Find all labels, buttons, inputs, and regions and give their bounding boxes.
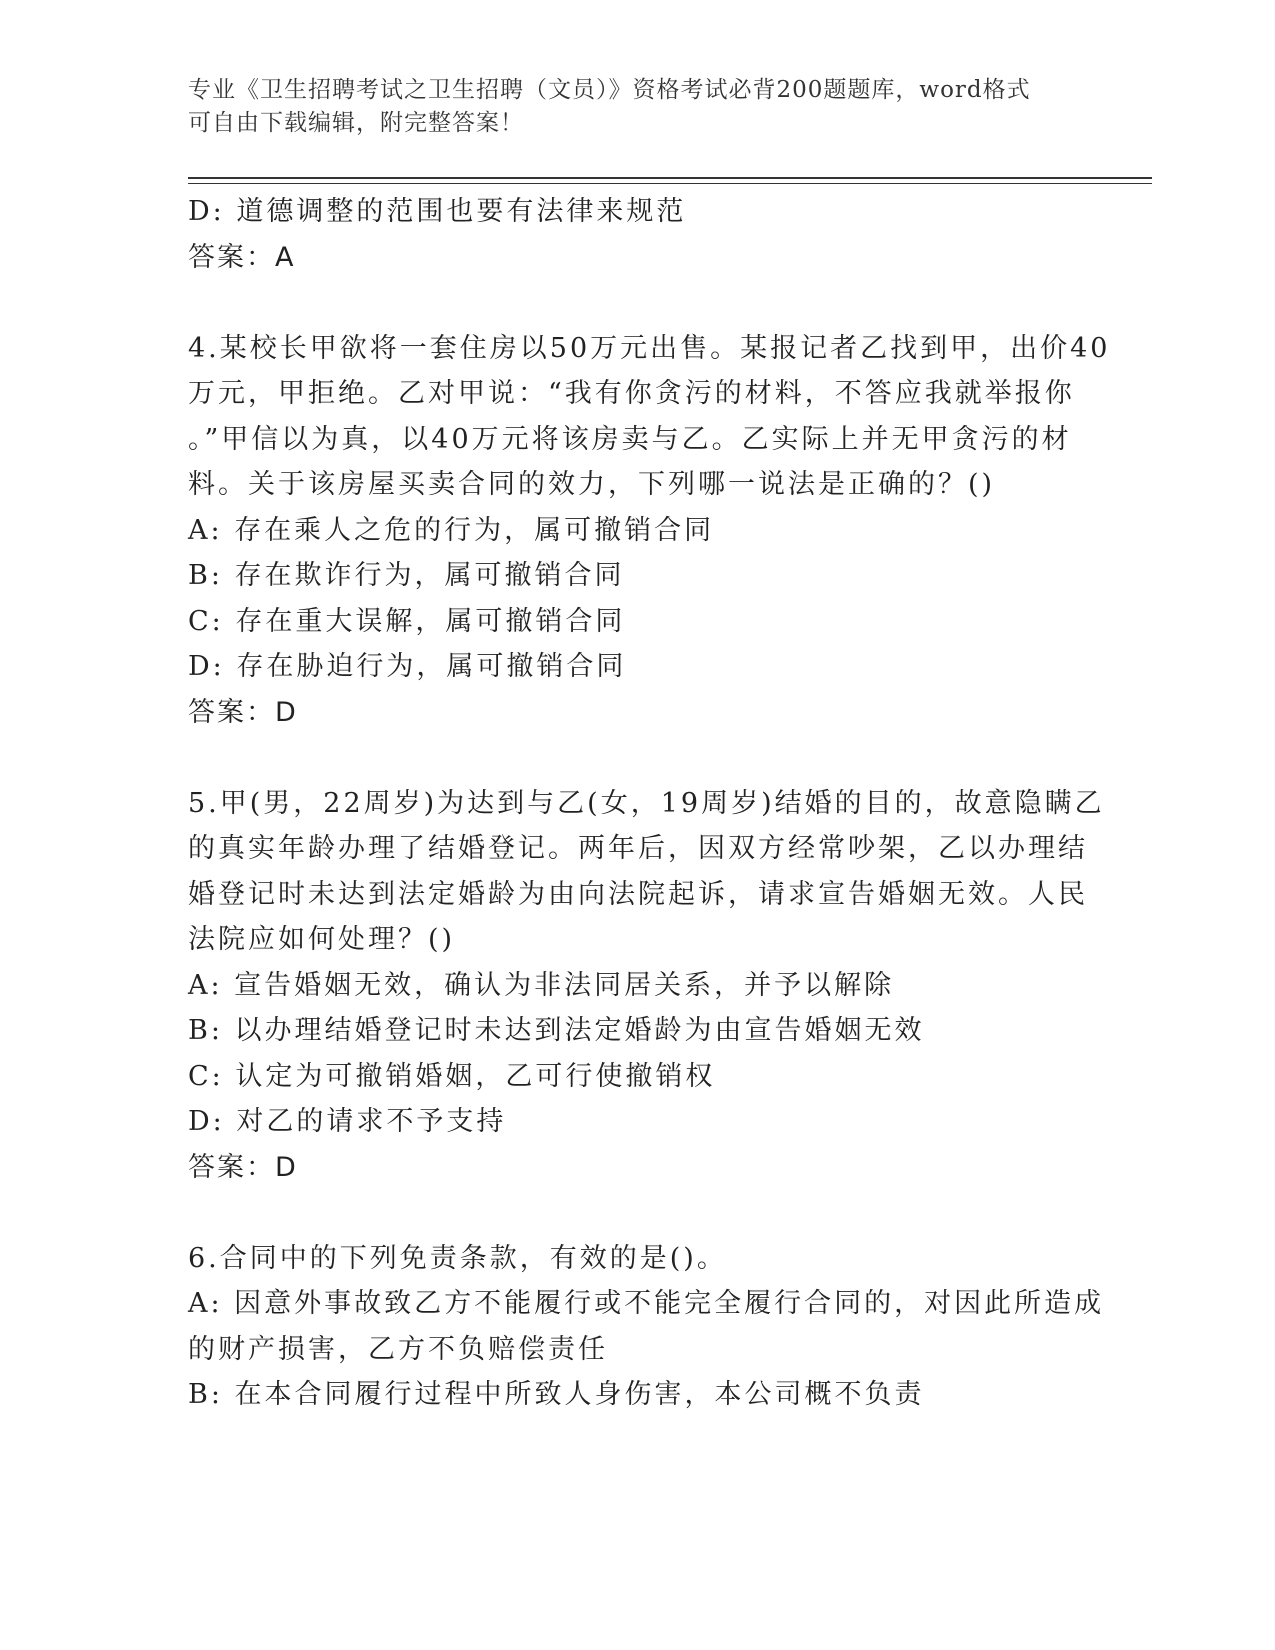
answer-line: 答案：D [188,1151,298,1183]
option-a: A: 存在乘人之危的行为，属可撤销合同 [188,514,715,546]
option-c: C: 认定为可撤销婚姻，乙可行使撤销权 [188,1060,716,1092]
option-d: D: 道德调整的范围也要有法律来规范 [188,196,687,227]
spacer [188,1190,1108,1236]
document-body [188,189,1111,1418]
option-d: D: 对乙的请求不予支持 [188,1106,507,1137]
question-6 [188,1236,1108,1418]
question-stem-line: 的真实年龄办理了结婚登记。两年后，因双方经常吵架，乙以办理结 [188,833,1088,864]
option-a: A: 因意外事故致乙方不能履行或不能完全履行合同的，对因此所造成 [188,1288,1105,1319]
header-line-1: 专业《卫生招聘考试之卫生招聘（文员）》资格考试必背200题题库，word格式 [188,77,1031,103]
option-a-continued: 的财产损害，乙方不负赔偿责任 [188,1333,608,1365]
document-header [188,74,1088,140]
header-rule-thick [188,177,1152,179]
spacer [188,280,1108,326]
answer-line: 答案：A [188,241,296,273]
question-3-tail [188,189,1108,280]
answer-line: 答案：D [188,696,298,728]
question-stem-line: 法院应如何处理？() [188,924,456,955]
option-b: B: 在本合同履行过程中所致人身伤害，本公司概不负责 [188,1379,925,1410]
option-c: C: 存在重大误解，属可撤销合同 [188,605,626,637]
question-stem-line: 6.合同中的下列免责条款，有效的是()。 [188,1242,727,1274]
question-stem-line: 5.甲(男，22周岁)为达到与乙(女，19周岁)结婚的目的，故意隐瞒乙 [188,787,1105,819]
header-line-2: 可自由下载编辑，附完整答案！ [188,110,524,136]
question-stem-line: 。”甲信以为真，以40万元将该房卖与乙。乙实际上并无甲贪污的材 [188,423,1072,455]
question-stem-line: 料。关于该房屋买卖合同的效力，下列哪一说法是正确的？() [188,469,996,500]
question-stem-line: 婚登记时未达到法定婚龄为由向法院起诉，请求宣告婚姻无效。人民 [188,878,1088,910]
question-stem-line: 4.某校长甲欲将一套住房以50万元出售。某报记者乙找到甲，出价40 [188,332,1111,364]
option-b: B: 以办理结婚登记时未达到法定婚龄为由宣告婚姻无效 [188,1015,925,1046]
header-rule-thin [188,183,1152,184]
option-b: B: 存在欺诈行为，属可撤销合同 [188,560,625,591]
option-d: D: 存在胁迫行为，属可撤销合同 [188,651,627,682]
spacer [188,735,1108,781]
option-a: A: 宣告婚姻无效，确认为非法同居关系，并予以解除 [188,969,895,1001]
question-5 [188,781,1108,1191]
question-4 [188,326,1111,736]
question-stem-line: 万元，甲拒绝。乙对甲说：“我有你贪污的材料，不答应我就举报你 [188,378,1075,409]
